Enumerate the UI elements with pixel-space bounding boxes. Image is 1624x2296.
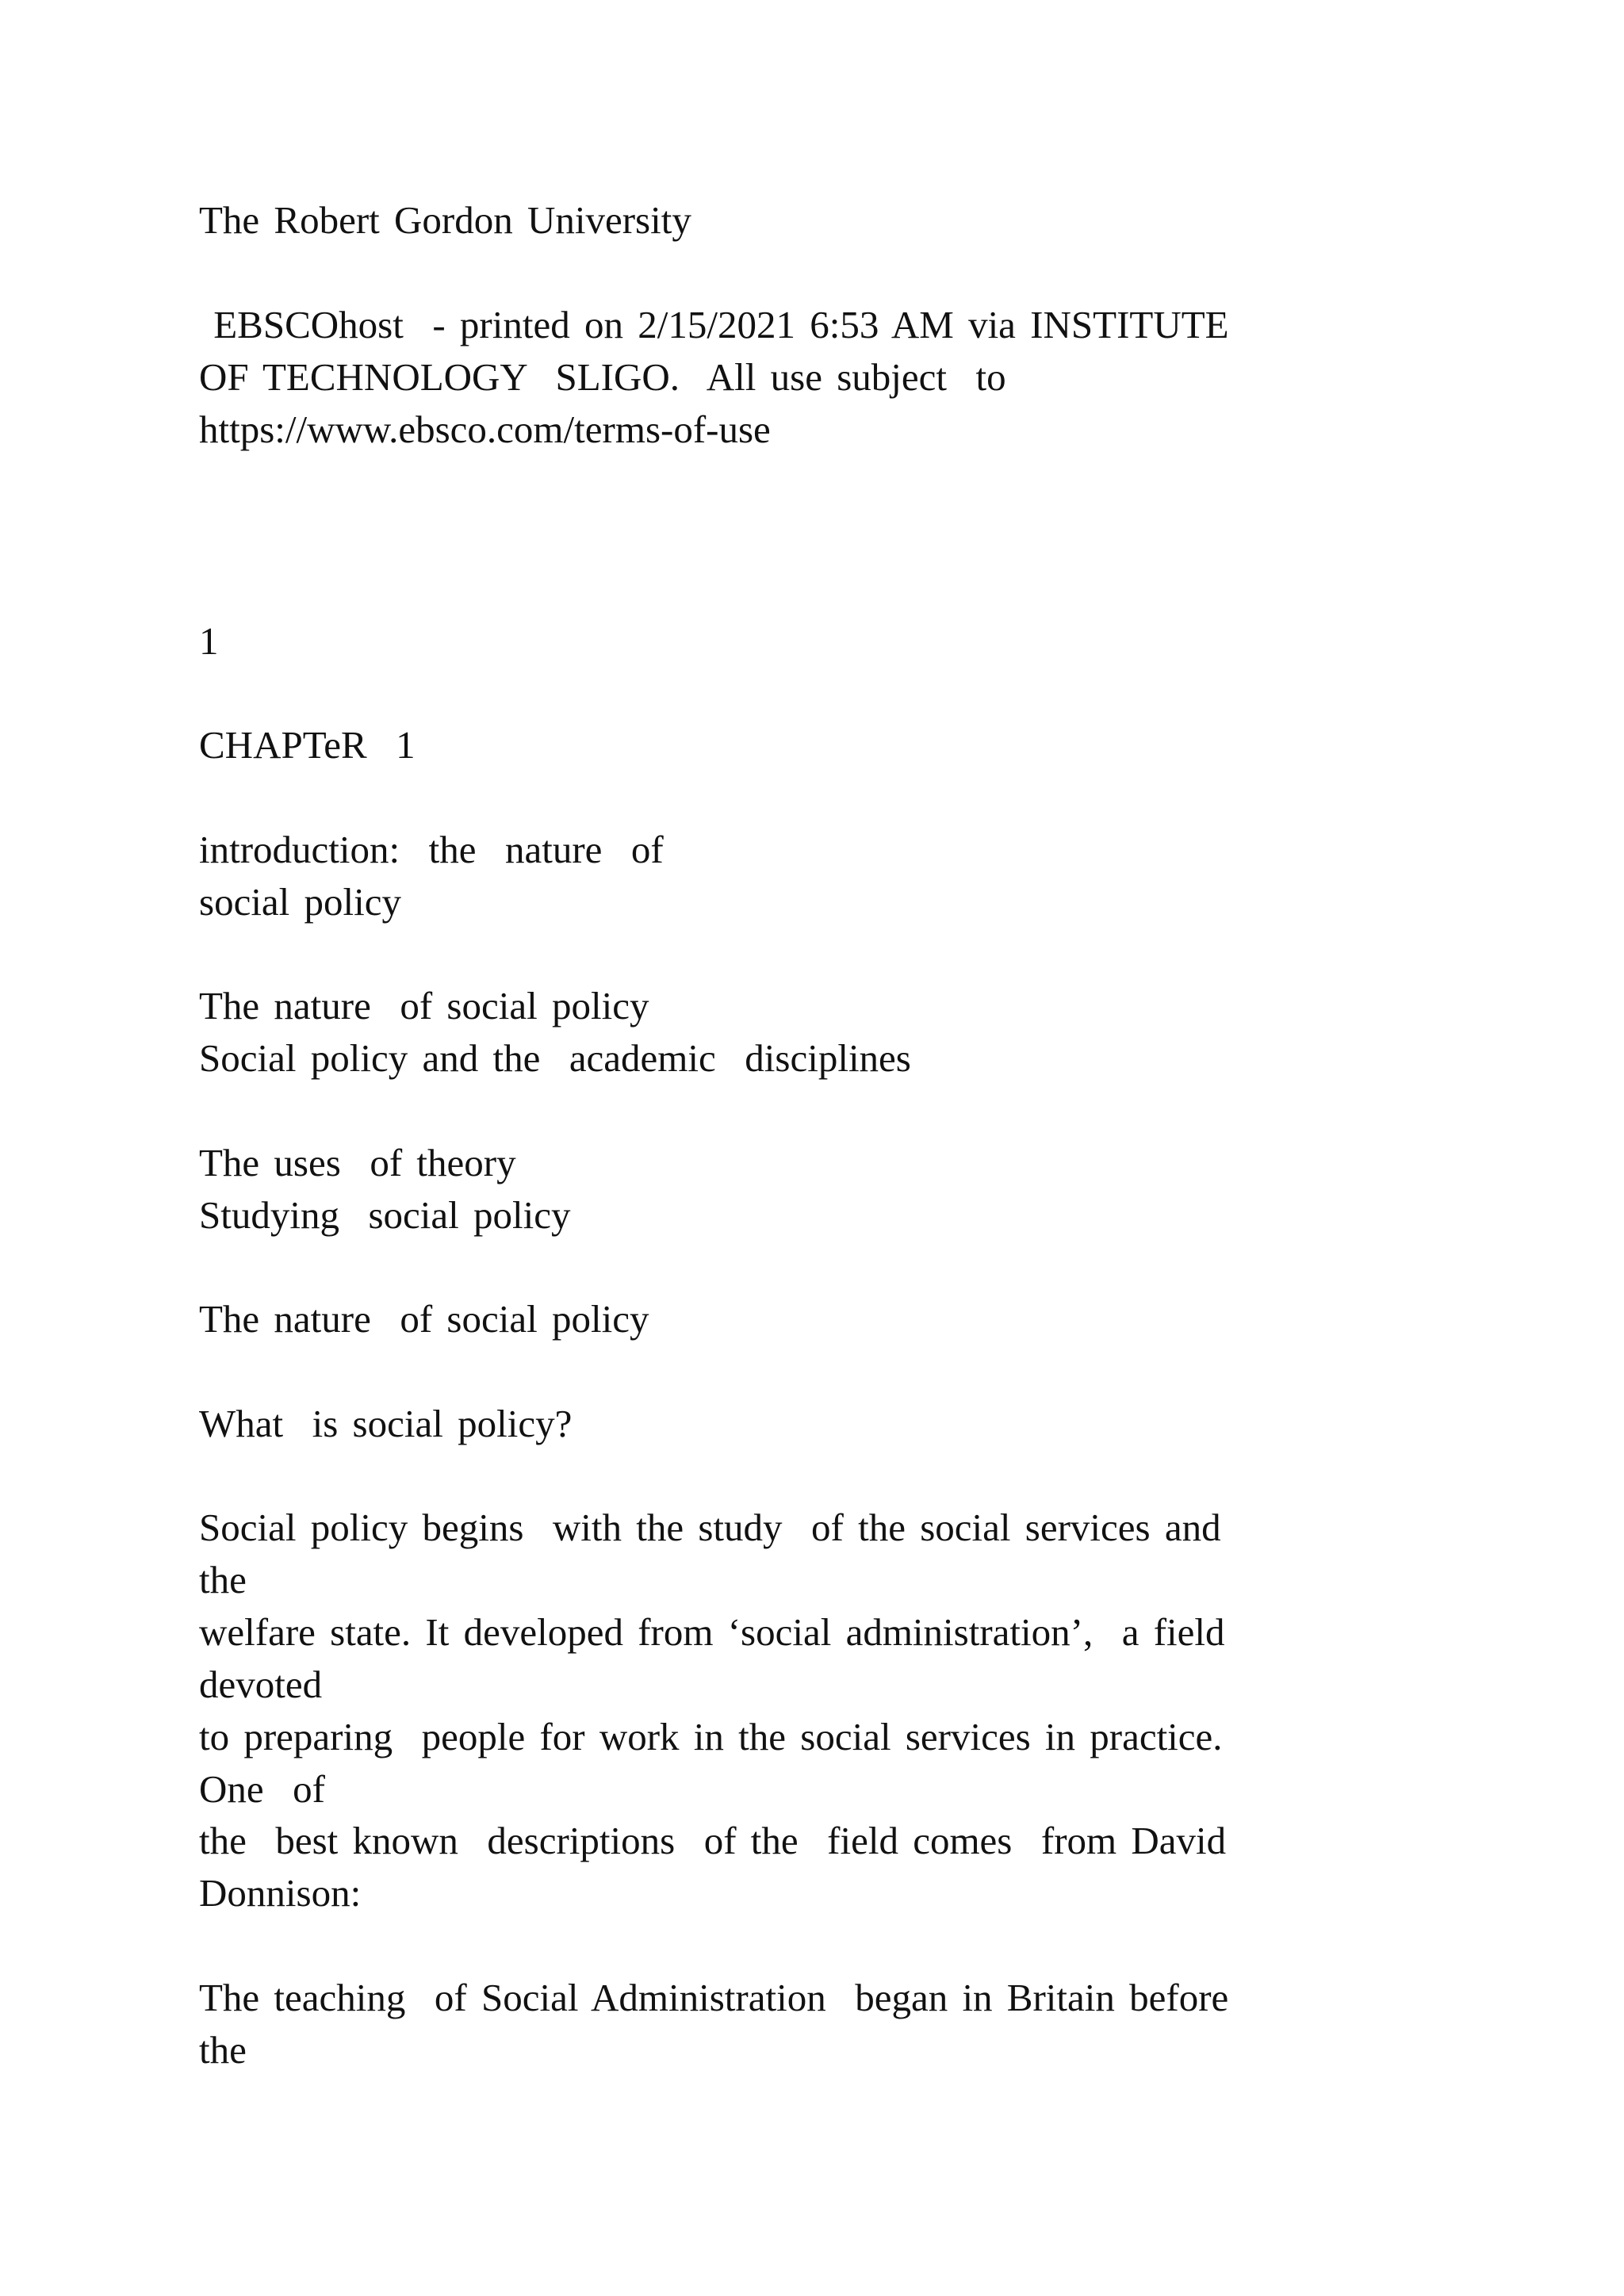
- body-text-line: Donnison:: [199, 1871, 362, 1915]
- chapter-label: CHAPTeR 1: [199, 723, 416, 767]
- body-text-line: the best known descriptions of the field comes from David: [199, 1819, 1227, 1862]
- body-text-line: One of: [199, 1767, 325, 1811]
- quote-text-line: the: [199, 2028, 247, 2072]
- subsection-heading: What is social policy?: [199, 1402, 573, 1445]
- print-notice-line: OF TECHNOLOGY SLIGO. All use subject to: [199, 355, 1006, 399]
- body-text-line: Social policy begins with the study of the social services and: [199, 1506, 1221, 1549]
- print-notice-line: https://www.ebsco.com/terms-of-use: [199, 408, 771, 451]
- contents-item: The uses of theory: [199, 1141, 516, 1184]
- chapter-title-line: introduction: the nature of: [199, 828, 664, 871]
- institution-name: The Robert Gordon University: [199, 198, 691, 242]
- section-heading: The nature of social policy: [199, 1297, 649, 1341]
- quote-text-line: The teaching of Social Administration began in Britain before: [199, 1976, 1229, 2019]
- body-text-line: to preparing people for work in the social services in practice.: [199, 1715, 1223, 1758]
- chapter-title-line: social policy: [199, 880, 402, 924]
- print-notice-line: EBSCOhost - printed on 2/15/2021 6:53 AM via INSTITUTE: [199, 303, 1229, 346]
- contents-item: Social policy and the academic disciplines: [199, 1036, 911, 1080]
- body-text-line: the: [199, 1558, 247, 1601]
- body-text-line: welfare state. It developed from ‘social administration’, a field: [199, 1610, 1225, 1654]
- contents-item: The nature of social policy: [199, 984, 649, 1027]
- body-text-line: devoted: [199, 1663, 323, 1706]
- contents-item: Studying social policy: [199, 1193, 571, 1237]
- page-number: 1: [199, 619, 219, 663]
